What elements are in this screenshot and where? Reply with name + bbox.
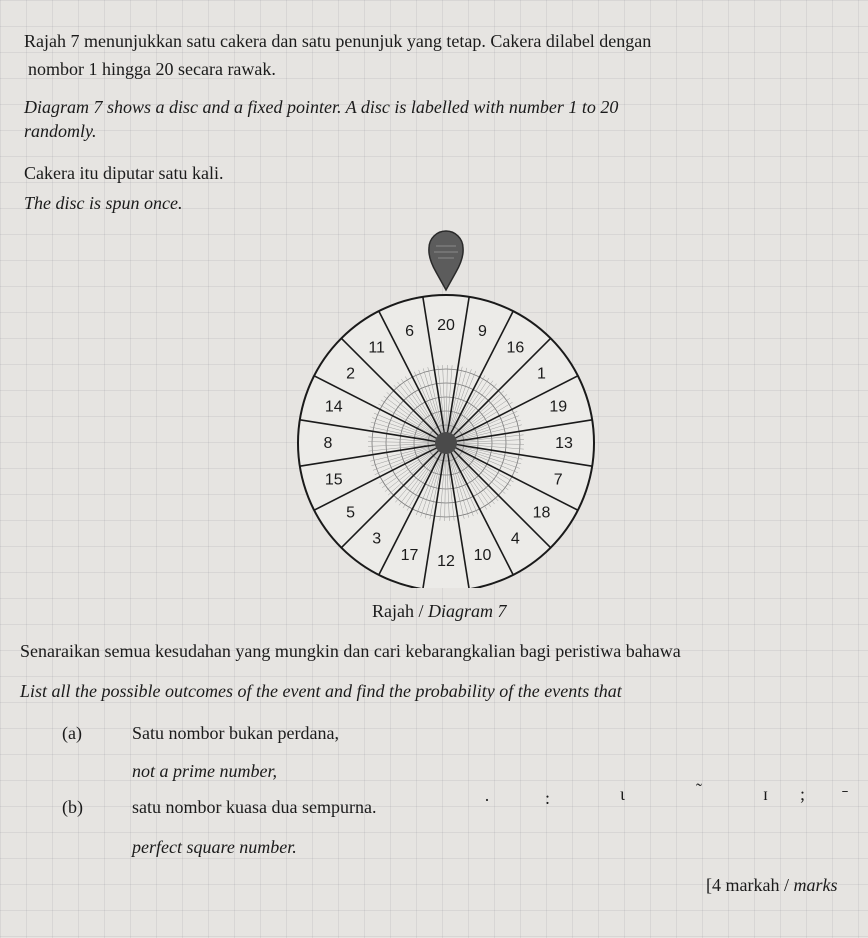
intro-malay-line-1: Rajah 7 menunjukkan satu cakera dan satu penunjuk yang tetap. Cakera dilabel dengan xyxy=(24,31,652,51)
stray-mark: ˜ xyxy=(696,780,702,800)
stray-mark: ˉ xyxy=(842,786,848,806)
disc-number-label: 6 xyxy=(405,322,414,340)
disc-number-label: 16 xyxy=(506,339,525,357)
disc-number-label: 20 xyxy=(437,317,455,334)
stray-mark: · xyxy=(484,790,490,810)
disc-number-label: 13 xyxy=(555,435,573,452)
intro-english-line-2: randomly. xyxy=(24,121,97,141)
disc-hub xyxy=(435,432,457,454)
marks-label xyxy=(706,874,837,896)
disc-number-label: 15 xyxy=(324,471,343,489)
part-b-english: perfect square number. xyxy=(132,837,297,857)
disc-number-label: 11 xyxy=(368,339,385,357)
fixed-pointer xyxy=(429,231,463,290)
diagram-caption xyxy=(372,600,507,622)
stray-mark: ι xyxy=(620,784,625,804)
disc-number-label: 8 xyxy=(323,435,333,452)
disc-diagram xyxy=(286,228,606,588)
part-a-english: not a prime number, xyxy=(132,761,277,781)
disc-number-label: 5 xyxy=(346,504,355,522)
disc-number-label: 3 xyxy=(372,530,382,548)
disc-number-label: 14 xyxy=(324,398,343,416)
part-b-malay: satu nombor kuasa dua sempurna. xyxy=(132,797,377,817)
disc-number-label: 2 xyxy=(346,365,355,383)
stray-mark: : xyxy=(545,788,551,808)
marks-malay: [4 markah xyxy=(706,875,780,895)
disc-number-label: 7 xyxy=(553,471,563,489)
marks-separator: / xyxy=(779,875,794,895)
diagram-caption-separator: / xyxy=(414,601,429,621)
disc-number-label: 17 xyxy=(400,547,419,565)
disc-number-label: 10 xyxy=(473,547,492,565)
disc-number-label: 18 xyxy=(532,504,551,522)
diagram-caption-english: Diagram 7 xyxy=(428,601,507,621)
diagram-caption-malay: Rajah xyxy=(372,601,414,621)
stray-mark: ; xyxy=(800,784,806,804)
disc-number-label: 9 xyxy=(478,322,487,340)
disc-number-label: 4 xyxy=(510,530,520,548)
spin-instruction-english: The disc is spun once. xyxy=(24,193,183,213)
question-english: List all the possible outcomes of the event and find the probability of the events that xyxy=(20,681,622,701)
disc-number-label: 19 xyxy=(549,398,568,416)
part-a-malay: Satu nombor bukan perdana, xyxy=(132,723,339,743)
disc-number-label: 1 xyxy=(537,365,546,383)
part-b-label: (b) xyxy=(62,797,83,817)
disc-number-label: 12 xyxy=(437,553,455,570)
intro-malay-line-2: nombor 1 hingga 20 secara rawak. xyxy=(28,59,276,79)
question-malay: Senaraikan semua kesudahan yang mungkin dan cari kebarangkalian bagi peristiwa bahawa xyxy=(20,641,681,661)
spin-instruction-malay: Cakera itu diputar satu kali. xyxy=(24,163,224,183)
part-a-label: (a) xyxy=(62,723,82,743)
intro-english-line-1: Diagram 7 shows a disc and a fixed pointer. A disc is labelled with number 1 to 20 xyxy=(24,97,619,117)
stray-mark: ɪ xyxy=(763,784,769,804)
marks-english: marks xyxy=(793,875,838,895)
disc xyxy=(298,295,594,588)
